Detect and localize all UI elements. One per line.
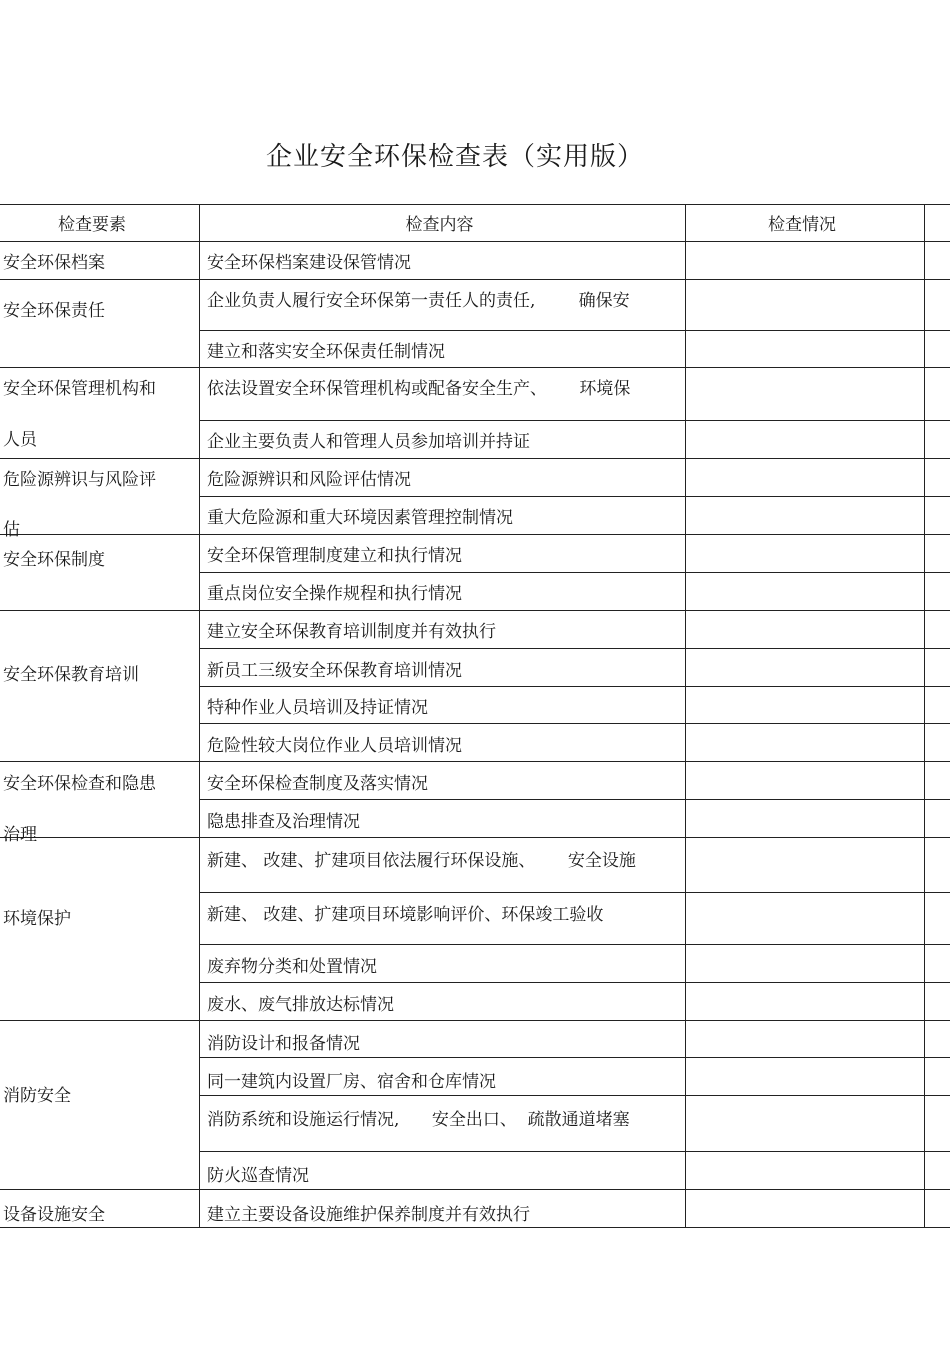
row-border bbox=[199, 1151, 950, 1152]
category-border bbox=[0, 1227, 199, 1228]
row-border bbox=[199, 496, 950, 497]
category-border bbox=[0, 534, 199, 535]
check-item: 企业主要负责人和管理人员参加培训并持证 bbox=[207, 432, 530, 452]
header-element: 检查要素 bbox=[58, 215, 126, 235]
check-item: 安全环保档案建设保管情况 bbox=[207, 253, 411, 273]
check-item: 依法设置安全环保管理机构或配备安全生产、 环境保 bbox=[207, 379, 631, 399]
category-label: 安全环保检查和隐患 bbox=[3, 774, 156, 794]
row-border bbox=[199, 420, 950, 421]
row-border bbox=[199, 330, 950, 331]
check-item: 危险源辨识和风险评估情况 bbox=[207, 470, 411, 490]
row-border bbox=[199, 944, 950, 945]
category-label: 消防安全 bbox=[3, 1086, 71, 1106]
check-item: 企业负责人履行安全环保第一责任人的责任, 确保安 bbox=[207, 291, 630, 311]
column-divider bbox=[199, 204, 200, 1227]
category-border bbox=[0, 458, 199, 459]
check-item: 建立主要设备设施维护保养制度并有效执行 bbox=[207, 1205, 530, 1225]
check-item: 消防设计和报备情况 bbox=[207, 1034, 360, 1054]
page-title: 企业安全环保检查表（实用版） bbox=[265, 142, 644, 172]
check-item: 新建、 改建、扩建项目依法履行环保设施、 安全设施 bbox=[207, 851, 636, 871]
check-item: 建立和落实安全环保责任制情况 bbox=[207, 342, 445, 362]
category-label: 安全环保教育培训 bbox=[3, 665, 139, 685]
check-item: 危险性较大岗位作业人员培训情况 bbox=[207, 736, 462, 756]
header-content: 检查内容 bbox=[405, 215, 474, 235]
category-label: 安全环保制度 bbox=[3, 550, 105, 570]
check-item: 隐患排查及治理情况 bbox=[207, 812, 360, 832]
category-border bbox=[0, 279, 199, 280]
category-label: 估 bbox=[3, 520, 20, 540]
category-border bbox=[0, 1020, 199, 1021]
check-item: 安全环保检查制度及落实情况 bbox=[207, 774, 428, 794]
category-border bbox=[0, 761, 199, 762]
check-item: 废水、废气排放达标情况 bbox=[207, 995, 394, 1015]
category-label: 安全环保管理机构和 bbox=[3, 379, 156, 399]
row-border bbox=[199, 892, 950, 893]
category-border bbox=[0, 367, 199, 368]
row-border bbox=[199, 1189, 950, 1190]
row-border bbox=[199, 367, 950, 368]
row-border bbox=[199, 1057, 950, 1058]
row-border bbox=[199, 982, 950, 983]
row-border bbox=[199, 799, 950, 800]
column-divider bbox=[924, 204, 925, 1227]
check-item: 新员工三级安全环保教育培训情况 bbox=[207, 661, 462, 681]
check-item: 防火巡查情况 bbox=[207, 1166, 309, 1186]
row-border bbox=[199, 534, 950, 535]
check-item: 安全环保管理制度建立和执行情况 bbox=[207, 546, 462, 566]
row-border bbox=[199, 572, 950, 573]
row-border bbox=[199, 686, 950, 687]
check-item: 新建、 改建、扩建项目环境影响评价、环保竣工验收 bbox=[207, 905, 604, 925]
row-border bbox=[199, 1227, 950, 1228]
category-label: 人员 bbox=[3, 430, 37, 450]
category-border bbox=[0, 1189, 199, 1190]
row-border bbox=[199, 648, 950, 649]
check-item: 建立安全环保教育培训制度并有效执行 bbox=[207, 622, 496, 642]
category-label: 安全环保档案 bbox=[3, 253, 105, 273]
header-bottom-border bbox=[0, 241, 950, 242]
check-item: 同一建筑内设置厂房、宿舍和仓库情况 bbox=[207, 1072, 496, 1092]
row-border bbox=[199, 761, 950, 762]
check-item: 消防系统和设施运行情况, 安全出口、 疏散通道堵塞 bbox=[207, 1110, 630, 1130]
row-border bbox=[199, 837, 950, 838]
category-border bbox=[0, 610, 199, 611]
check-item: 重点岗位安全操作规程和执行情况 bbox=[207, 584, 462, 604]
row-border bbox=[199, 279, 950, 280]
category-label: 安全环保责任 bbox=[3, 301, 105, 321]
header-top-border bbox=[0, 204, 950, 205]
row-border bbox=[199, 1020, 950, 1021]
row-border bbox=[199, 723, 950, 724]
category-label: 治理 bbox=[3, 825, 37, 845]
check-item: 废弃物分类和处置情况 bbox=[207, 957, 377, 977]
category-label: 设备设施安全 bbox=[3, 1205, 105, 1225]
header-status: 检查情况 bbox=[768, 215, 836, 235]
category-label: 环境保护 bbox=[3, 909, 71, 929]
row-border bbox=[199, 1095, 950, 1096]
check-item: 重大危险源和重大环境因素管理控制情况 bbox=[207, 508, 513, 528]
check-item: 特种作业人员培训及持证情况 bbox=[207, 698, 428, 718]
column-divider bbox=[685, 204, 686, 1227]
row-border bbox=[199, 610, 950, 611]
row-border bbox=[199, 458, 950, 459]
category-label: 危险源辨识与风险评 bbox=[3, 470, 156, 490]
